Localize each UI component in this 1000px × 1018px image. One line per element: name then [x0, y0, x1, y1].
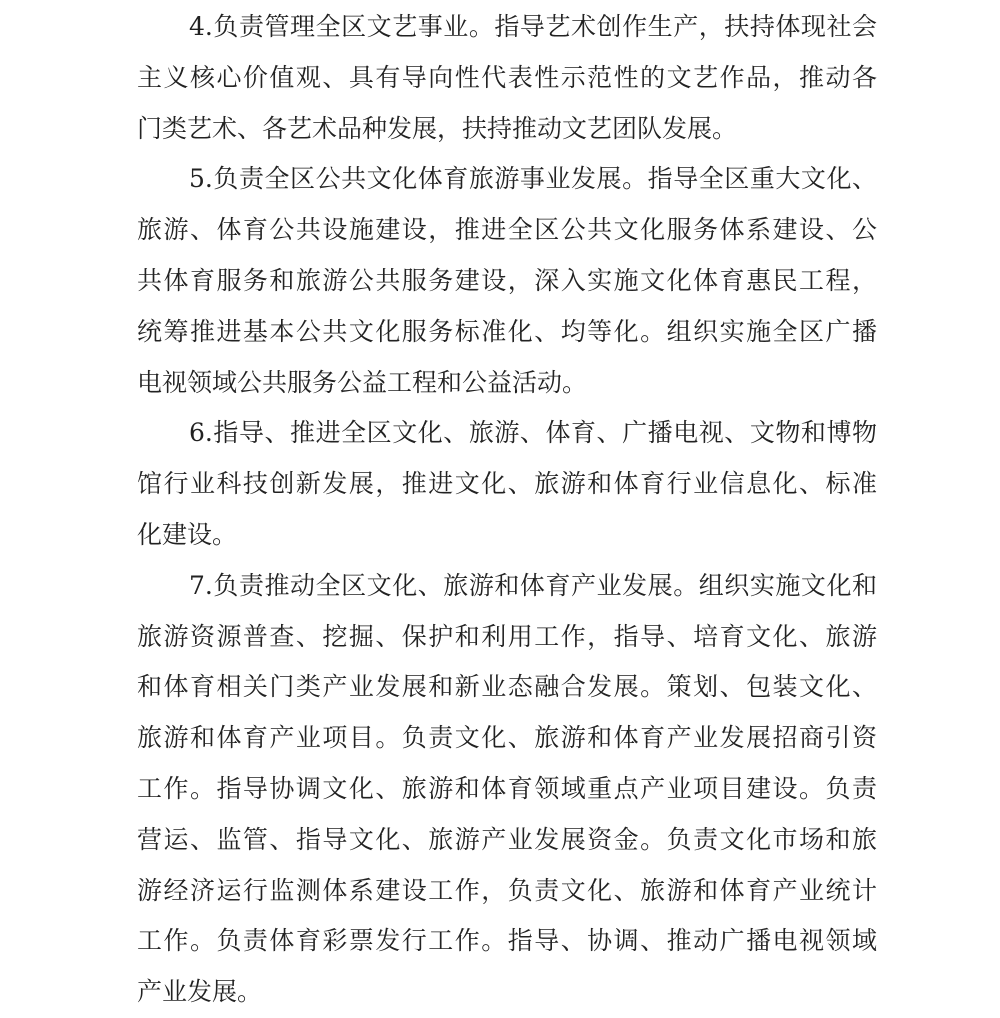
paragraph-line: 主义核心价值观、具有导向性代表性示范性的文艺作品，推动各: [137, 62, 877, 92]
paragraph-line: 4.负责管理全区文艺事业。指导艺术创作生产，扶持体现社会: [189, 12, 877, 41]
paragraph-line: 旅游、体育公共设施建设，推进全区公共文化服务体系建设、公: [137, 215, 877, 245]
paragraph-5: [137, 154, 877, 408]
paragraph-line: 工作。指导协调文化、旅游和体育领域重点产业项目建设。负责: [137, 773, 877, 803]
paragraph-line: 旅游资源普查、挖掘、保护和利用工作，指导、培育文化、旅游: [137, 621, 877, 651]
paragraph-line: 6.指导、推进全区文化、旅游、体育、广播电视、文物和博物: [189, 418, 877, 448]
paragraph-line: 工作。负责体育彩票发行工作。指导、协调、推动广播电视领域: [137, 926, 877, 956]
paragraph-line: 门类艺术、各艺术品种发展，扶持推动文艺团队发展。: [137, 113, 738, 143]
paragraph-line: 共体育服务和旅游公共服务建设，深入实施文化体育惠民工程，: [137, 265, 877, 295]
paragraph-line: 统筹推进基本公共文化服务标准化、均等化。组织实施全区广播: [137, 316, 877, 346]
paragraph-line: 产业发展。: [137, 977, 263, 1007]
paragraph-line: 化建设。: [137, 519, 238, 549]
paragraph-line: 游经济运行监测体系建设工作，负责文化、旅游和体育产业统计: [137, 875, 877, 905]
paragraph-line: 7.负责推动全区文化、旅游和体育产业发展。组织实施文化和: [189, 570, 877, 600]
paragraph-line: 电视领域公共服务公益工程和公益活动。: [137, 367, 588, 397]
paragraph-line: 馆行业科技创新发展，推进文化、旅游和体育行业信息化、标准: [137, 469, 877, 499]
paragraph-line: 营运、监管、指导文化、旅游产业发展资金。负责文化市场和旅: [137, 824, 877, 854]
paragraph-line: 旅游和体育产业项目。负责文化、旅游和体育产业发展招商引资: [137, 723, 877, 753]
paragraph-4: [137, 2, 877, 154]
paragraph-line: 5.负责全区公共文化体育旅游事业发展。指导全区重大文化、: [189, 164, 877, 194]
paragraph-6: [137, 408, 877, 560]
document-body: [137, 2, 877, 1018]
paragraph-line: 和体育相关门类产业发展和新业态融合发展。策划、包装文化、: [137, 672, 877, 702]
paragraph-7: [137, 561, 877, 1018]
